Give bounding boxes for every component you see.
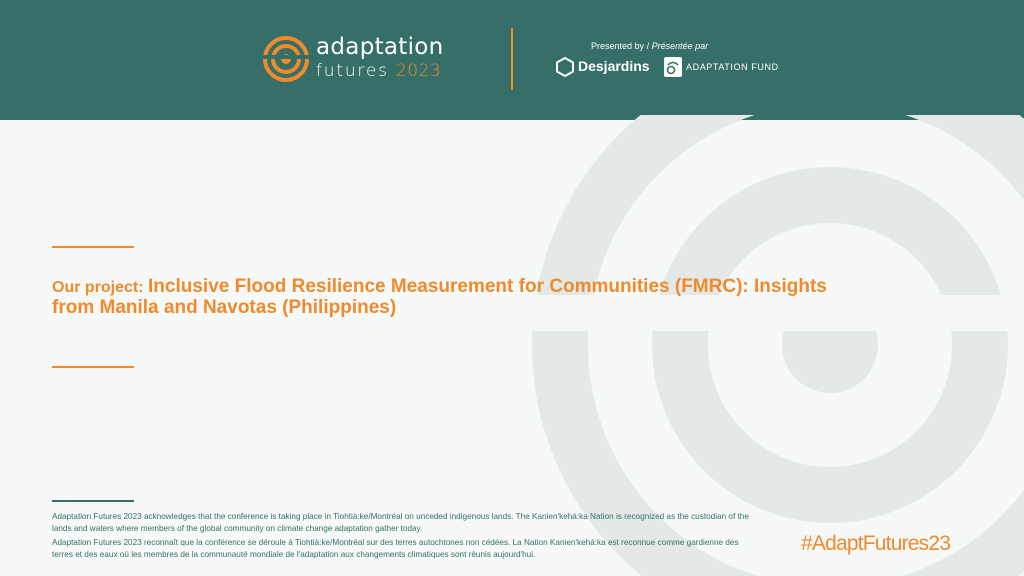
- title-prefix: Our project:: [52, 279, 144, 296]
- land-acknowledgement-fr: Adaptation Futures 2023 reconnaît que la conférence se déroule à Tiohtià:ke/Montréal sur des terres autochtones non cédées. La Nation Kanien'kehá:ka est reconnue comme gardienne des terres et des eaux où les membres de la communauté mondiale de l'adaptation aux changements climatiques sont réunis aujourd'hui.: [52, 538, 739, 559]
- hashtag: #AdaptFutures23: [801, 532, 951, 555]
- adaptation-futures-logo-icon: [262, 34, 310, 84]
- presented-by-fr: Présentée par: [651, 41, 709, 51]
- desjardins-logo-text: Desjardins: [578, 58, 650, 74]
- logo-year: 2023: [395, 61, 442, 81]
- adaptation-fund-emblem-shape: [664, 57, 682, 77]
- title-main: Inclusive Flood Resilience Measurement for Communities (FMRC): Insights from Manila and Navotas (Philippines): [52, 276, 827, 318]
- title-bottom-rule: [52, 366, 134, 368]
- presented-by-en: Presented by: [591, 41, 645, 51]
- logo-word-adaptation: adaptation: [316, 34, 444, 60]
- presented-by-separator: /: [646, 41, 650, 51]
- slide-title: [52, 277, 872, 319]
- title-top-rule: [52, 246, 134, 248]
- desjardins-hexagon-icon: [556, 57, 574, 77]
- adaptation-fund-emblem-icon: [664, 57, 682, 77]
- logo-word-futures: [316, 61, 441, 81]
- adaptation-fund-logo-text: ADAPTATION FUND: [686, 62, 779, 72]
- footer-rule: [52, 500, 134, 502]
- presented-by-label: [591, 41, 708, 51]
- logo-futures-text: futures: [316, 61, 389, 81]
- header-banner: [0, 0, 1024, 120]
- header-divider: [511, 28, 513, 90]
- background-watermark-icon: [500, 115, 1024, 576]
- land-acknowledgement-en: Adaptation Futures 2023 acknowledges that the conference is taking place in Tiohtià:ke/Montréal on unceded indigenous lands. The Kanien'kehá:ka Nation is recognized as the custodian of the lands and waters where members of the global community on climate change adaptation gather today.: [52, 512, 749, 533]
